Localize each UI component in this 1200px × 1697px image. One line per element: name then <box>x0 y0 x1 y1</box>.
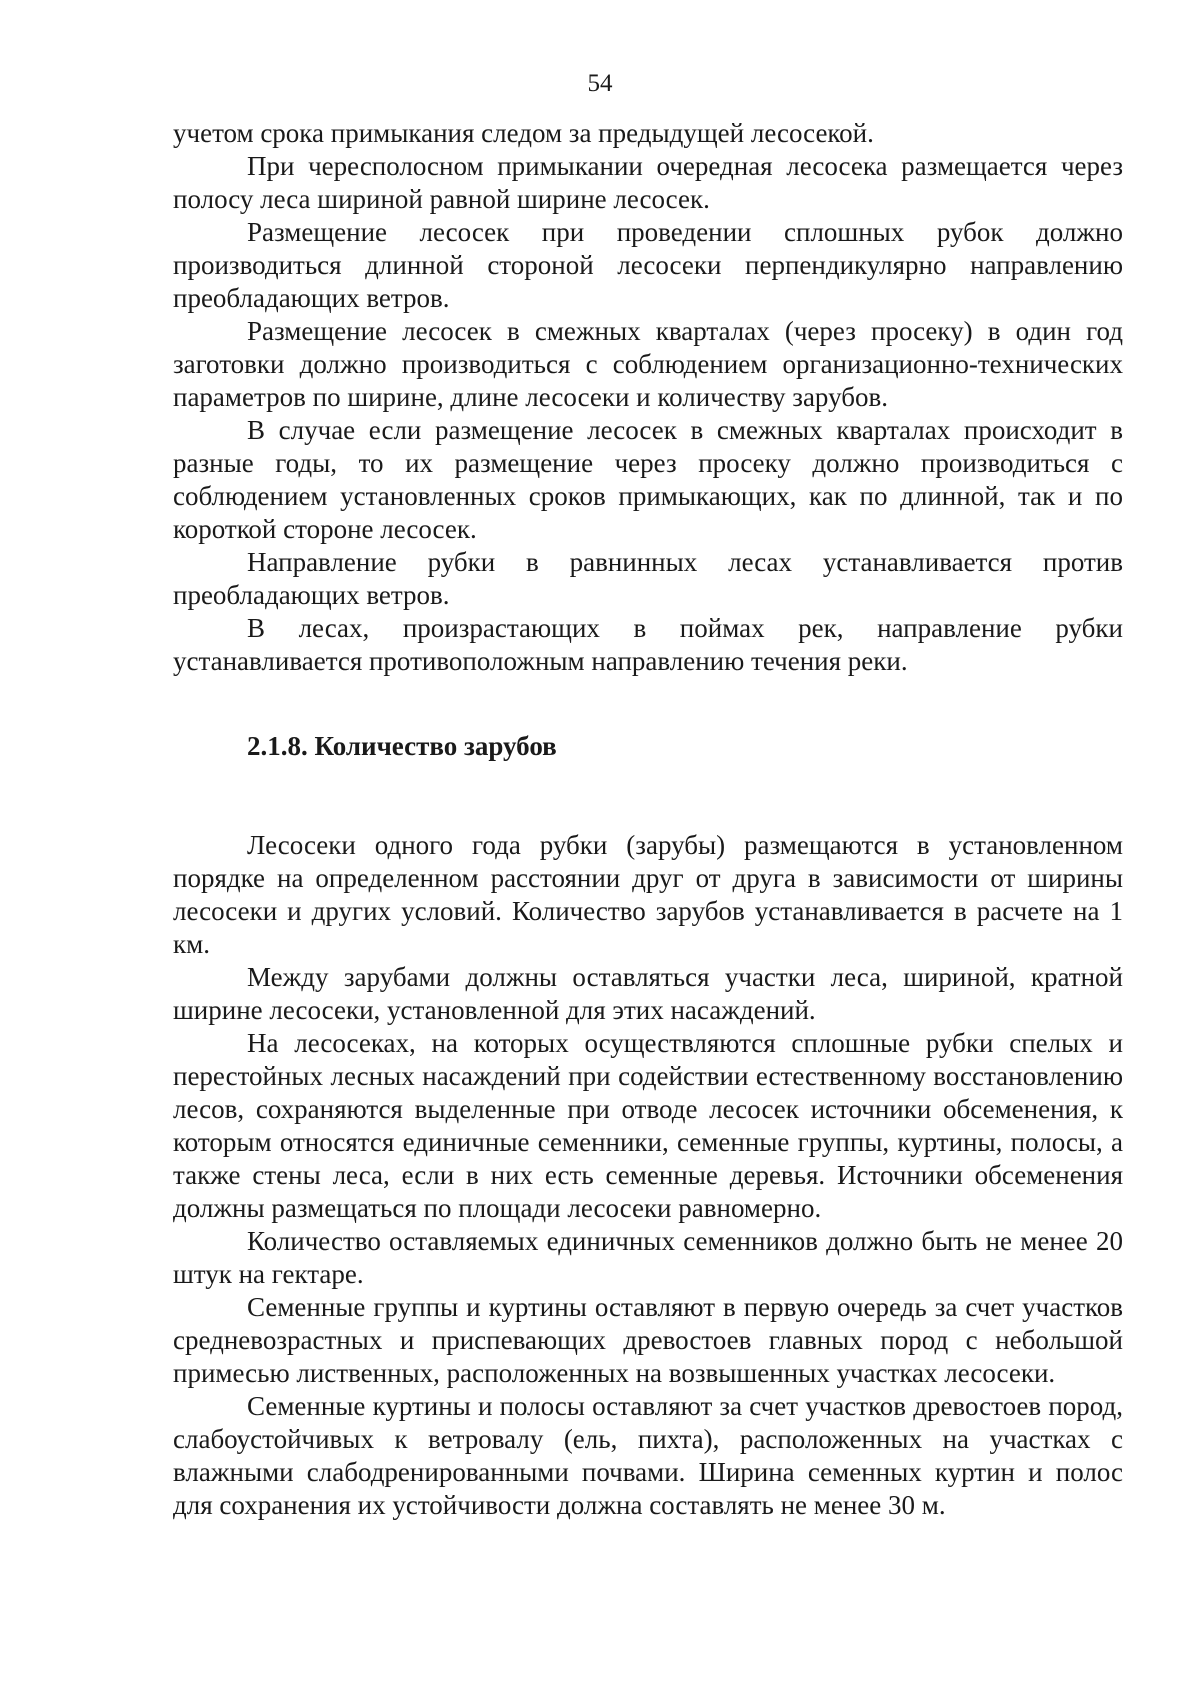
page-number: 54 <box>587 70 613 97</box>
paragraph: В случае если размещение лесосек в смежных кварталах происходит в разные годы, то их размещение через просеку должно производиться с соблюдением установленных сроков примыкающих, как по длинной, так и по короткой стороне лесосек. <box>173 415 1123 544</box>
paragraph: Размещение лесосек при проведении сплошных рубок должно производиться длинной стороной лесосеки перпендикулярно направлению преобладающих ветров. <box>173 217 1123 313</box>
paragraph: Размещение лесосек в смежных кварталах (через просеку) в один год заготовки должно производиться с соблюдением организационно-технических параметров по ширине, длине лесосеки и количеству зарубов. <box>173 316 1123 412</box>
paragraph: В лесах, произрастающих в поймах рек, направление рубки устанавливается противоположным направлению течения реки. <box>173 613 1123 676</box>
paragraph: При чересполосном примыкании очередная лесосека размещается через полосу леса шириной равной ширине лесосек. <box>173 151 1123 214</box>
section-heading: 2.1.8. Количество зарубов <box>247 731 557 761</box>
paragraph: Семенные группы и куртины оставляют в первую очередь за счет участков средневозрастных и приспевающих древостоев главных пород с небольшой примесью лиственных, расположенных на возвышенных участках лесосеки. <box>173 1292 1123 1388</box>
paragraph: Лесосеки одного года рубки (зарубы) размещаются в установленном порядке на определенном расстоянии друг от друга в зависимости от ширины лесосеки и других условий. Количество зарубов устанавливается в расчете на 1 км. <box>173 830 1123 959</box>
page-content <box>173 117 1123 1522</box>
paragraph: Семенные куртины и полосы оставляют за счет участков древостоев пород, слабоустойчивых к ветровалу (ель, пихта), расположенных на участках с влажными слабодренированными почвами. Ширина семенных куртин и полос для сохранения их устойчивости должна составлять не менее 30 м. <box>173 1391 1123 1520</box>
paragraph: На лесосеках, на которых осуществляются сплошные рубки спелых и перестойных лесных насаждений при содействии естественному восстановлению лесов, сохраняются выделенные при отводе лесосек источники обсеменения, к которым относятся единичные семенники, семенные группы, куртины, полосы, а также стены леса, если в них есть семенные деревья. Источники обсеменения должны размещаться по площади лесосеки равномерно. <box>173 1028 1123 1223</box>
paragraph-continuation: учетом срока примыкания следом за предыдущей лесосекой. <box>173 118 874 148</box>
paragraph: Между зарубами должны оставляться участки леса, шириной, кратной ширине лесосеки, установленной для этих насаждений. <box>173 962 1123 1025</box>
paragraph: Направление рубки в равнинных лесах устанавливается против преобладающих ветров. <box>173 547 1123 610</box>
paragraph: Количество оставляемых единичных семенников должно быть не менее 20 штук на гектаре. <box>173 1226 1123 1289</box>
